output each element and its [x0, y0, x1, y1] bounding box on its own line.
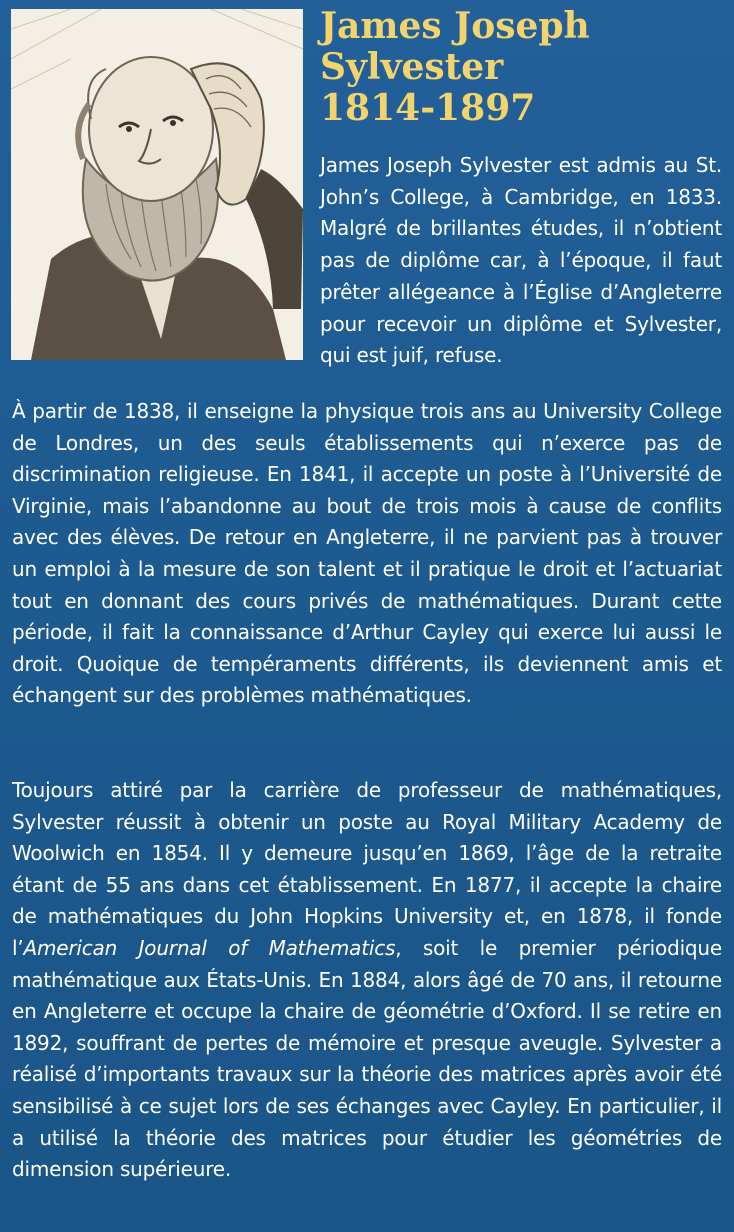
intro-paragraph: James Joseph Sylvester est admis au St. John’s College, à Cambridge, en 1833. Malgré de brillantes études, il n’obtient pas de diplôme car, à l’époque, il faut prêter allégeance à l’Église d’Angleterre pour recevoir un diplôme et Sylvester, qui est juif, refuse. — [320, 153, 722, 368]
paragraph-career: À partir de 1838, il enseigne la physique trois ans au University College de Londres, un des seuls établissements qui n’exerce pas de discrimination religieuse. En 1841, il accepte un poste à l’Université de Virginie, mais l’abandonne au bout de trois mois à cause de conflits avec des élèves. De retour en Angleterre, il ne parvient pas à trouver un emploi à la mesure de son talent et il pratique le droit et l’actuariat tout en donnant des cours privés de mathématiques. Durant cette période, il fait la connaissance d’Arthur Cayley qui exerce lui aussi le droit. Quoique de tempéraments différents, ils deviennent amis et échangent sur des problèmes mathématiques. — [12, 399, 722, 708]
portrait-engraving-icon — [11, 9, 303, 360]
title-name-line2: Sylvester — [320, 46, 504, 88]
title-name-line1: James Joseph — [320, 5, 590, 47]
paragraph-later-after: , soit le premier périodique mathématique aux États-Unis. En 1884, alors âgé de 70 ans, il retourne en Angleterre et occupe la chaire de géométrie d’Oxford. Il se retire en 1892, souffrant de pertes de mémoire et presque aveugle. Sylvester a réalisé d’importants travaux sur la théorie des matrices après avoir été sensibilisé à ce sujet lors de ses échanges avec Cayley. En particulier, il a utilisé la théorie des matrices pour étudier les géométries de dimension supérieure. — [12, 935, 723, 1182]
paragraph-later-before: Toujours attiré par la carrière de professeur de mathématiques, Sylvester réussit à obtenir un poste au Royal Military Academy de Woolwich en 1854. Il y demeure jusqu’en 1869, l’âge de la retraite étant de 55 ans dans cet établissement. En 1877, il accepte la chaire de mathématiques du John Hopkins University et, en 1878, il fonde l’ — [12, 778, 722, 960]
page-title — [320, 6, 720, 129]
portrait-image — [11, 9, 303, 360]
journal-title: American Journal of Mathematics — [23, 935, 396, 960]
title-years: 1814-1897 — [320, 87, 536, 129]
paragraph-later-career — [12, 775, 722, 1186]
